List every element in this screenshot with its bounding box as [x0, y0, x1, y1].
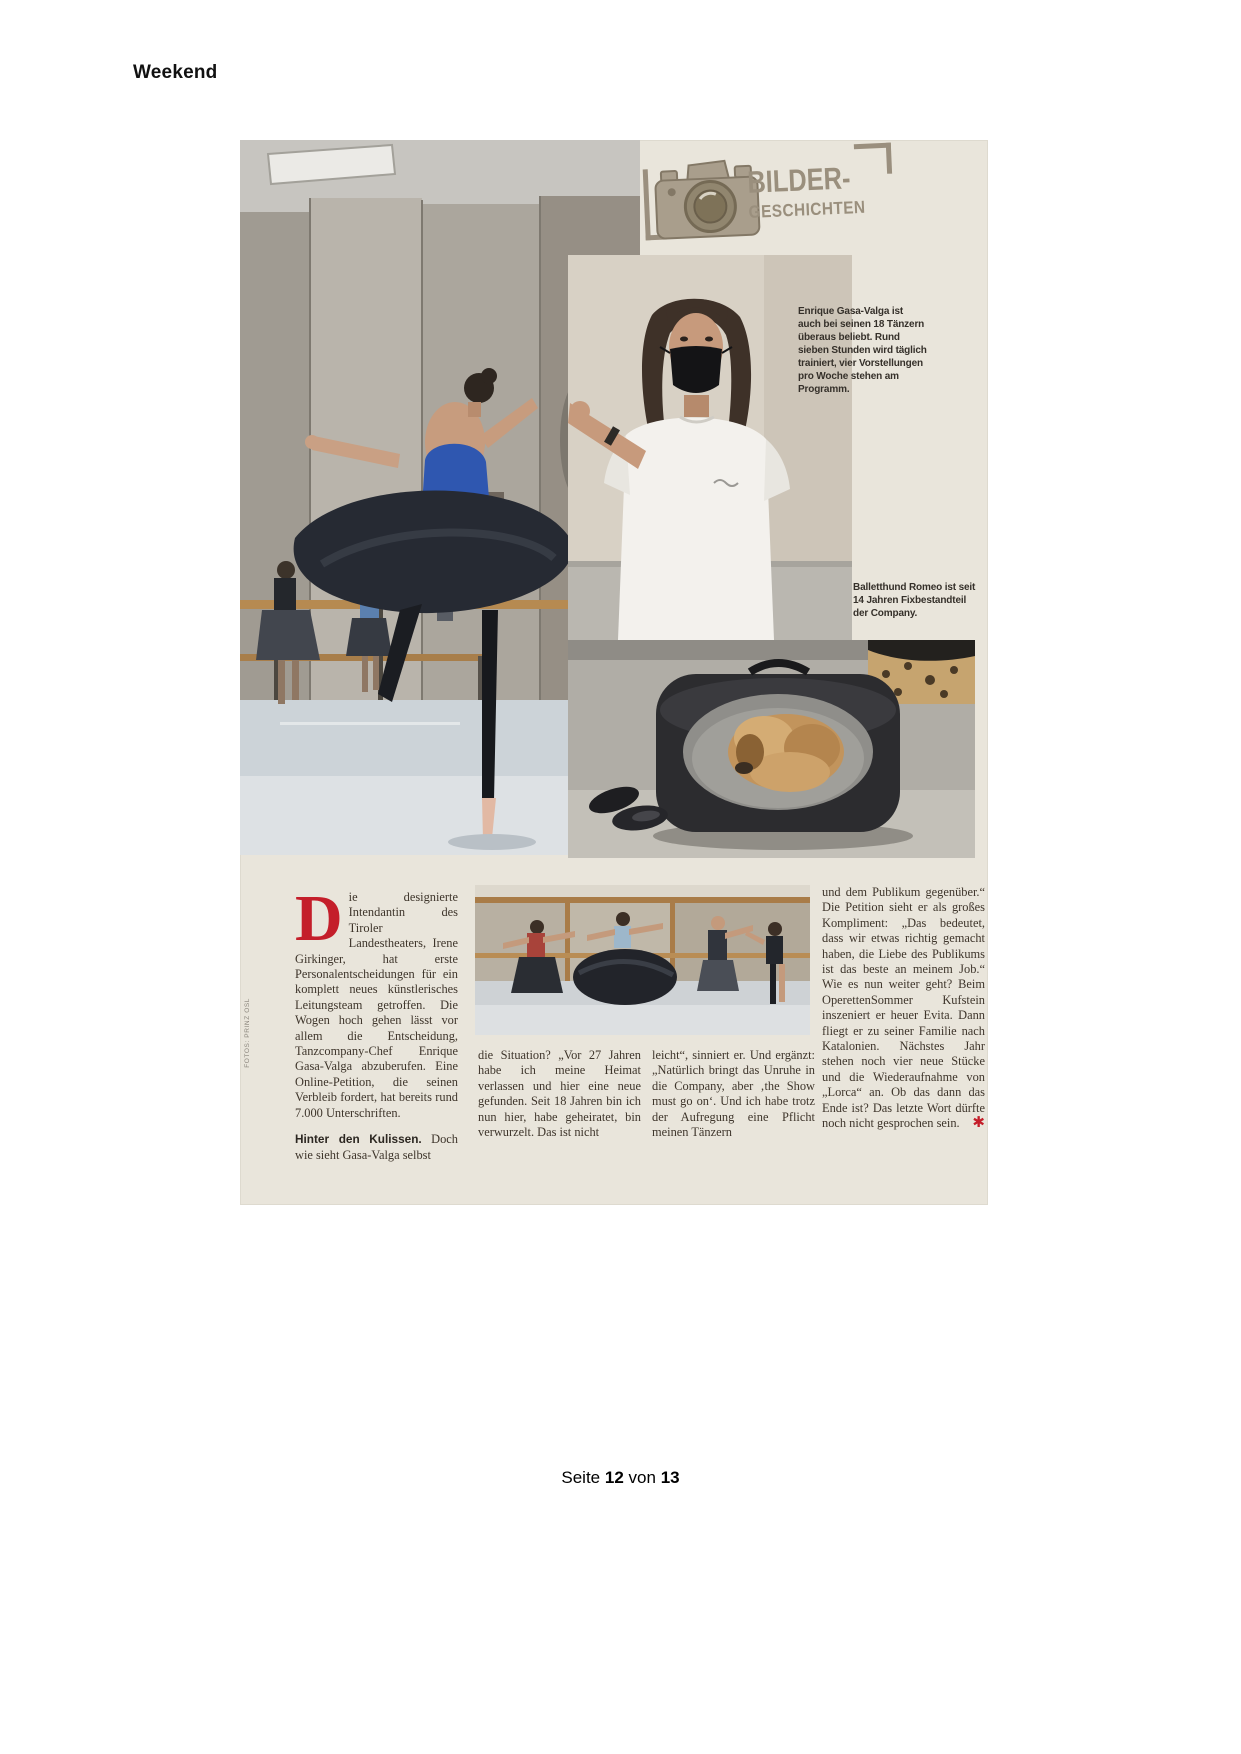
footer-word-von: von [628, 1468, 656, 1487]
article-subparagraph [295, 1132, 458, 1163]
end-star-icon: ✱ [972, 1115, 985, 1132]
logo-text-line1: BILDER- [746, 160, 852, 200]
footer-total-pages: 13 [660, 1468, 680, 1487]
dog-romeo-photo [568, 640, 975, 858]
footer-current-page: 12 [604, 1468, 624, 1487]
article-column-4 [822, 885, 985, 1132]
article-paragraph-2: Doch wie sieht Gasa-Valga selbst [295, 1132, 458, 1162]
logo-text-line2: GESCHICHTEN [748, 196, 866, 222]
bilder-geschichten-logo [638, 140, 990, 250]
caption-enrique: Enrique Gasa-Valga ist auch bei seinen 18 Tänzern überaus beliebt. Rund sieben Stunden wird täglich trainiert, vier Vorstellungen pro Woche stehen am Programm. [798, 306, 927, 395]
photo-credit: FOTOS: PRINZ OSL [244, 998, 251, 1068]
drop-cap: D [295, 882, 343, 955]
group-rehearsal-photo [475, 885, 810, 1035]
magazine-page-scan [240, 140, 988, 1205]
article-paragraph-1: ie designierte Intendantin des Tiroler Landestheaters, Irene Girkinger, hat erste Personalentscheidungen für ein komplett neues künstlerisches Leitungsteam getroffen. Die Wogen hoch gehen lässt vor allem die Entscheidung, Tanzcompany-Chef Enrique Gasa-Valga abzuberufen. Eine Online-Petition, die seinen Verbleib fordert, hat bereits rund 7.000 Unterschriften. [295, 890, 458, 1120]
logo-bracket-right [854, 143, 892, 176]
article-paragraph-4: und dem Publikum gegenüber.“ Die Petition sieht er als großes Kompliment: „Das bedeutet, dass wir etwas richtig gemacht haben, die Liebe des Publikums ist das beste an meinem Job.“ Wie es nun weiter geht? Beim OperettenSommer Kufstein inszeniert er heuer Evita. Dann fliegt er zu seiner Familie nach Katalonien. Nächstes Jahr stehen noch vier neue Stücke und die Wiederaufnahme von „Lorca“ an. Ob das dann das Ende ist? Das letzte Wort dürfte noch nicht gesprochen sein. [822, 885, 985, 1131]
article-column-1 [295, 882, 458, 1163]
article-column-2: die Situation? „Vor 27 Jahren habe ich meine Heimat verlassen und hier eine neue gefunden. Seit 18 Jahren bin ich nun hier, habe geheiratet, bin verwurzelt. Das ist nicht [478, 1048, 641, 1140]
document-header-title: Weekend [133, 62, 218, 83]
caption-romeo: Balletthund Romeo ist seit 14 Jahren Fixbestandteil der Company. [853, 582, 976, 619]
article-column-3: leicht“, sinniert er. Und ergänzt: „Natürlich bringt das Unruhe in die Company, aber ‚the Show must go on‘. Und ich habe trotz der Aufregung eine Pflicht meinen Tänzern [652, 1048, 815, 1140]
footer-word-seite: Seite [561, 1468, 601, 1487]
article-subheading: Hinter den Kulissen. [295, 1132, 422, 1147]
page-number-footer [0, 1468, 1241, 1488]
